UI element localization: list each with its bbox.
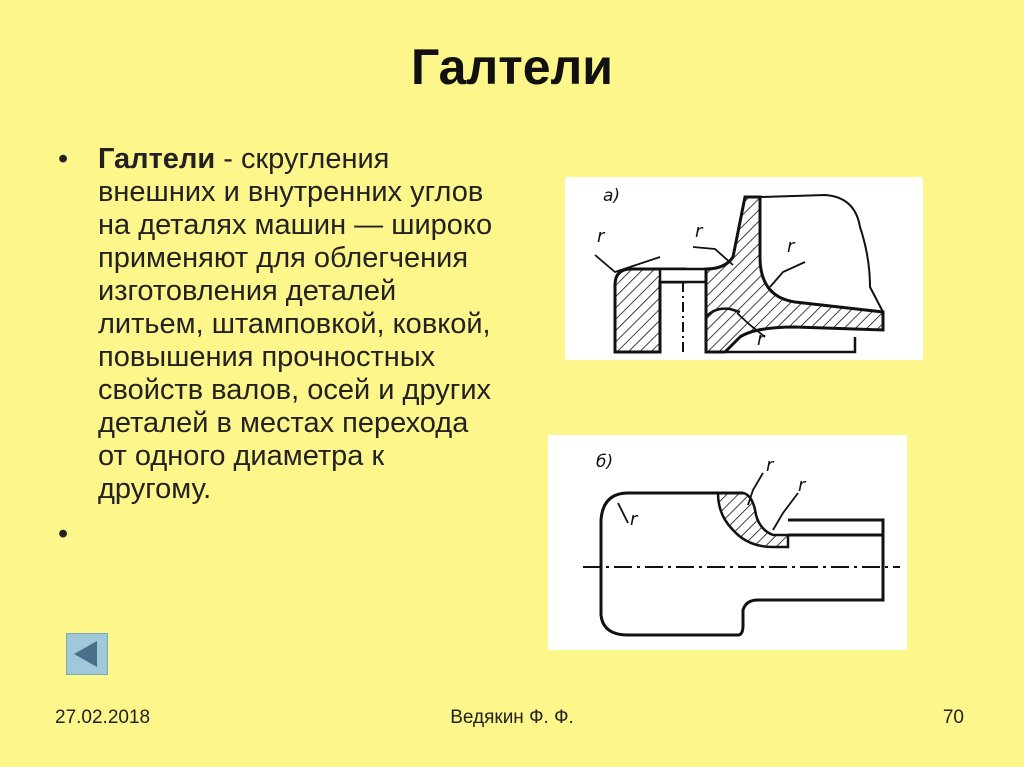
mark-r: r — [695, 221, 703, 242]
mark-r: r — [766, 455, 774, 476]
triangle-left-icon — [67, 634, 107, 674]
figure-a-drawing — [565, 177, 923, 360]
figure-b-label: б) — [596, 452, 614, 472]
bullet-list — [58, 143, 498, 550]
back-button[interactable] — [66, 633, 108, 675]
mark-r: r — [798, 475, 806, 496]
figure-b-drawing — [548, 435, 907, 650]
bullet-dot: • — [58, 143, 69, 175]
footer-author: Ведякин Ф. Ф. — [450, 707, 574, 728]
bullet-dot: • — [58, 518, 69, 550]
mark-r: r — [597, 226, 605, 247]
mark-r: r — [787, 236, 795, 257]
bullet-item — [58, 143, 498, 506]
figure-a-label: а) — [603, 186, 621, 206]
mark-r: r — [757, 329, 765, 350]
footer-page-number: 70 — [942, 707, 964, 728]
mark-r: r — [630, 509, 638, 530]
bullet-term: Галтели — [98, 143, 216, 175]
figure-b — [548, 435, 907, 650]
footer-date: 27.02.2018 — [55, 707, 151, 728]
slide-title: Галтели — [410, 39, 614, 95]
bullet-text: - скругления внешних и внутренних углов на деталях машин — широко применяют для облегчения изготовления деталей литьем, штамповкой, ковкой, повышения прочностных свойств валов, осей и других деталей в местах перехода от одного диаметра к другому. — [98, 143, 493, 505]
figure-a — [565, 177, 923, 360]
